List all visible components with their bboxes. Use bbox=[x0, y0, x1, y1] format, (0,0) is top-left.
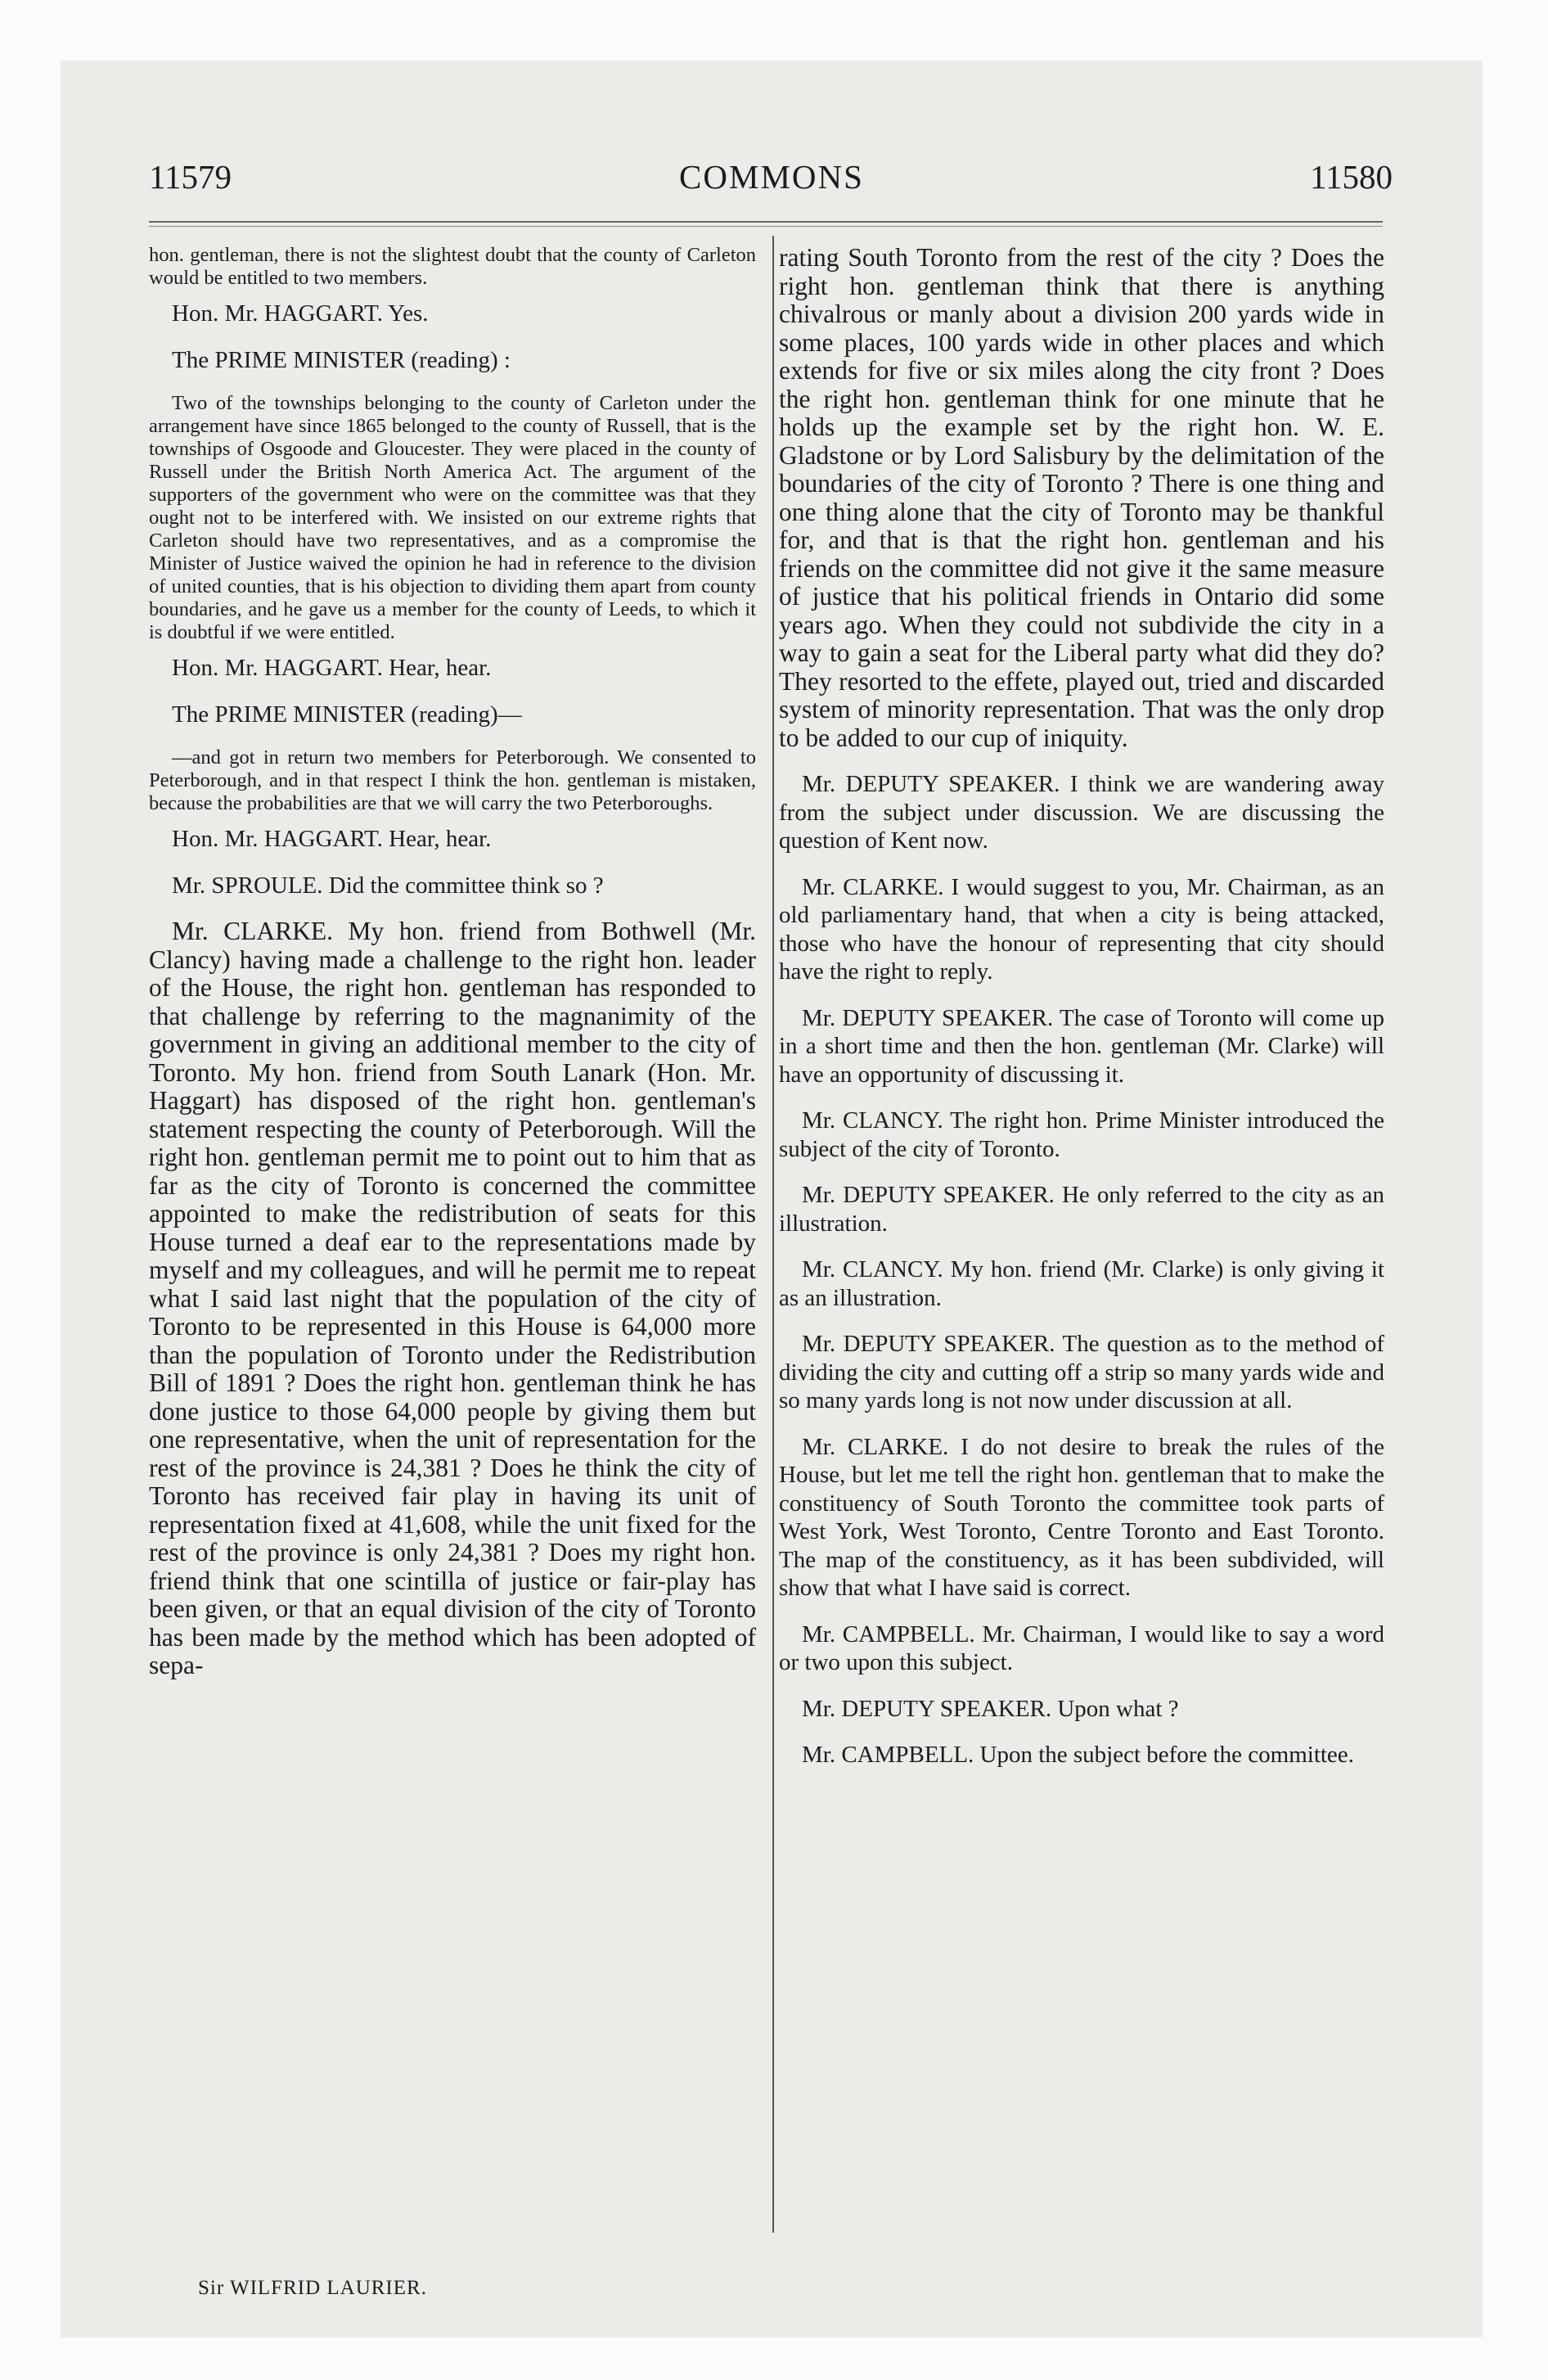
right-column bbox=[779, 244, 1384, 1787]
left-column bbox=[149, 244, 756, 1698]
paragraph: Mr. CAMPBELL. Mr. Chairman, I would like to say a word or two upon this subject. bbox=[779, 1620, 1384, 1675]
page-sheet bbox=[61, 61, 1483, 2337]
paragraph: The PRIME MINISTER (reading)— bbox=[172, 701, 522, 728]
paragraph: Mr. DEPUTY SPEAKER. I think we are wandering away from the subject under discussion. We are discussing the question of Kent now. bbox=[779, 771, 1384, 854]
paragraph: Mr. DEPUTY SPEAKER. The case of Toronto will come up in a short time and then the hon. gentleman (Mr. Clarke) will have an opportunity of discussing it. bbox=[779, 1004, 1384, 1088]
paragraph: Hon. Mr. HAGGART. Hear, hear. bbox=[172, 826, 492, 852]
paragraph: Mr. CLARKE. My hon. friend from Bothwell (Mr. Clancy) having made a challenge to the right hon. leader of the House, the right hon. gentleman has responded to that challenge by referring to the magnanimity of the government in giving an additional member to the city of Toronto. My hon. friend from South Lanark (Hon. Mr. Haggart) has disposed of the right hon. gentleman's statement respecting the county of Peterborough. Will the right hon. gentleman permit me to point out to him that as far as the city of Toronto is concerned the committee appointed to make the redistribution of seats for this House turned a deaf ear to the representations made by myself and my colleagues, and will he permit me to repeat what I said last night that the population of the city of Toronto to be represented in this House is 64,000 more than the population of Toronto under the Redistribution Bill of 1891 ? Does the right hon. gentleman think he has done justice to those 64,000 people by giving them but one representative, when the unit of representation for the rest of the province is 24,381 ? Does he think the city of Toronto has received fair play in having its unit of representation fixed at 41,608, while the unit fixed for the rest of the province is only 24,381 ? Does my right hon. friend think that one scintilla of justice or fair-play has been given, or that an equal division of the city of Toronto has been made by the method which has been adopted of sepa- bbox=[149, 917, 756, 1679]
running-header bbox=[61, 157, 1483, 206]
paragraph: Mr. CAMPBELL. Upon the subject before the committee. bbox=[802, 1742, 1354, 1768]
page-number-right: 11580 bbox=[1310, 158, 1393, 196]
paragraph: —and got in return two members for Peterborough. We consented to Peterborough, and in that respect I think the hon. gentleman is mistaken, because the probabilities are that we will carry the two Peterboroughs. bbox=[149, 746, 756, 814]
paragraph: hon. gentleman, there is not the slightest doubt that the county of Carleton would be entitled to two members. bbox=[149, 244, 756, 289]
paragraph: Mr. CLARKE. I do not desire to break the rules of the House, but let me tell the right hon. gentleman that to make the constituency of South Toronto the committee took parts of West York, West Toronto, Centre Toronto and East Toronto. The map of the constituency, as it has been subdivided, will show that what I have said is correct. bbox=[779, 1433, 1384, 1601]
header-rule bbox=[149, 221, 1383, 227]
header-title: COMMONS bbox=[679, 158, 864, 196]
running-footer: Sir WILFRID LAURIER. bbox=[198, 2277, 427, 2299]
paragraph: Mr. CLARKE. I would suggest to you, Mr. Chairman, as an old parliamentary hand, that when a city is being attacked, those who have the honour of representing that city should have the right to reply. bbox=[779, 873, 1384, 985]
paragraph: Mr. DEPUTY SPEAKER. He only referred to the city as an illustration. bbox=[779, 1182, 1384, 1237]
paragraph: Mr. DEPUTY SPEAKER. The question as to the method of dividing the city and cutting off a strip so many yards wide and so many yards long is not now under discussion at all. bbox=[779, 1331, 1384, 1413]
paragraph: Hon. Mr. HAGGART. Yes. bbox=[172, 300, 429, 327]
column-divider bbox=[772, 236, 774, 2233]
paragraph: Hon. Mr. HAGGART. Hear, hear. bbox=[172, 655, 492, 681]
paragraph: Two of the townships belonging to the county of Carleton under the arrangement have since 1865 belonged to the county of Russell, that is the townships of Osgoode and Gloucester. They were placed in the county of Russell under the British North America Act. The argument of the supporters of the government who were on the committee was that they ought not to be interfered with. We insisted on our extreme rights that Carleton should have two representatives, and as a compromise the Minister of Justice waived the opinion he had in reference to the division of united counties, that is his objection to dividing them apart from county boundaries, and he gave us a member for the county of Leeds, to which it is doubtful if we were entitled. bbox=[149, 392, 756, 643]
page-number-left: 11579 bbox=[149, 158, 232, 196]
paragraph: Mr. CLANCY. My hon. friend (Mr. Clarke) is only giving it as an illustration. bbox=[779, 1256, 1384, 1311]
paragraph: Mr. DEPUTY SPEAKER. Upon what ? bbox=[802, 1695, 1179, 1722]
paragraph: rating South Toronto from the rest of the city ? Does the right hon. gentleman think that there is anything chivalrous or manly about a division 200 yards wide in some places, 100 yards wide in other places and which extends for five or six miles along the city front ? Does the right hon. gentleman think for one minute that he holds up the example set by the right hon. W. E. Gladstone or by Lord Salisbury by the delimitation of the boundaries of the city of Toronto ? There is one thing and one thing alone that the city of Toronto may be thankful for, and that is that the right hon. gentleman and his friends on the committee did not give it the same measure of justice that his political friends in Ontario did some years ago. When they could not subdivide the city in a way to gain a seat for the Liberal party what did they do? They resorted to the effete, played out, tried and discarded system of minority representation. That was the only drop to be added to our cup of iniquity. bbox=[779, 243, 1384, 752]
paragraph: The PRIME MINISTER (reading) : bbox=[172, 346, 511, 373]
paragraph: Mr. CLANCY. The right hon. Prime Minister introduced the subject of the city of Toronto. bbox=[779, 1107, 1384, 1162]
paragraph: Mr. SPROULE. Did the committee think so ? bbox=[172, 872, 604, 899]
